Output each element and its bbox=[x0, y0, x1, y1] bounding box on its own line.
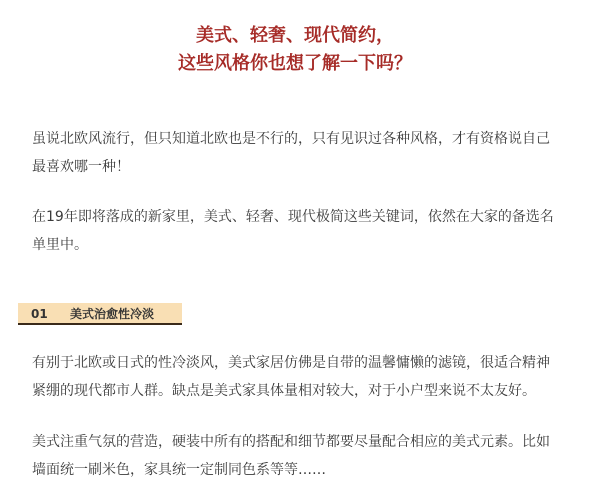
article-title-line-1: 美式、轻奢、现代简约， bbox=[196, 25, 394, 46]
intro-paragraph-1 bbox=[32, 125, 562, 181]
article-title-line-2: 这些风格你也想了解一下吗？ bbox=[178, 53, 412, 74]
paragraph-line: 最喜欢哪一种！ bbox=[32, 159, 130, 175]
intro-paragraph-2 bbox=[32, 203, 562, 259]
paragraph-line: 美式注重气氛的营造，硬装中所有的搭配和细节都要尽量配合相应的美式元素。比如 bbox=[32, 434, 550, 450]
paragraph-line: 虽说北欧风流行，但只知道北欧也是不行的，只有见识过各种风格，才有资格说自己 bbox=[32, 131, 550, 147]
section-number: 01 bbox=[31, 307, 48, 321]
paragraph-line: 墙面统一刷米色，家具统一定制同色系等等…… bbox=[32, 462, 326, 478]
section-title: 美式治愈性冷淡 bbox=[70, 307, 155, 321]
body-paragraph-1 bbox=[32, 349, 562, 405]
section-header-badge bbox=[18, 303, 182, 325]
paragraph-line: 有别于北欧或日式的性冷淡风，美式家居仿佛是自带的温馨慵懒的滤镜，很适合精神 bbox=[32, 355, 550, 371]
paragraph-line: 在19年即将落成的新家里，美式、轻奢、现代极简这些关键词，依然在大家的备选名 bbox=[32, 209, 554, 225]
paragraph-line: 单里中。 bbox=[32, 237, 88, 253]
paragraph-line: 紧绷的现代都市人群。缺点是美式家具体量相对较大，对于小户型来说不太友好。 bbox=[32, 383, 536, 399]
body-paragraph-2 bbox=[32, 428, 562, 484]
